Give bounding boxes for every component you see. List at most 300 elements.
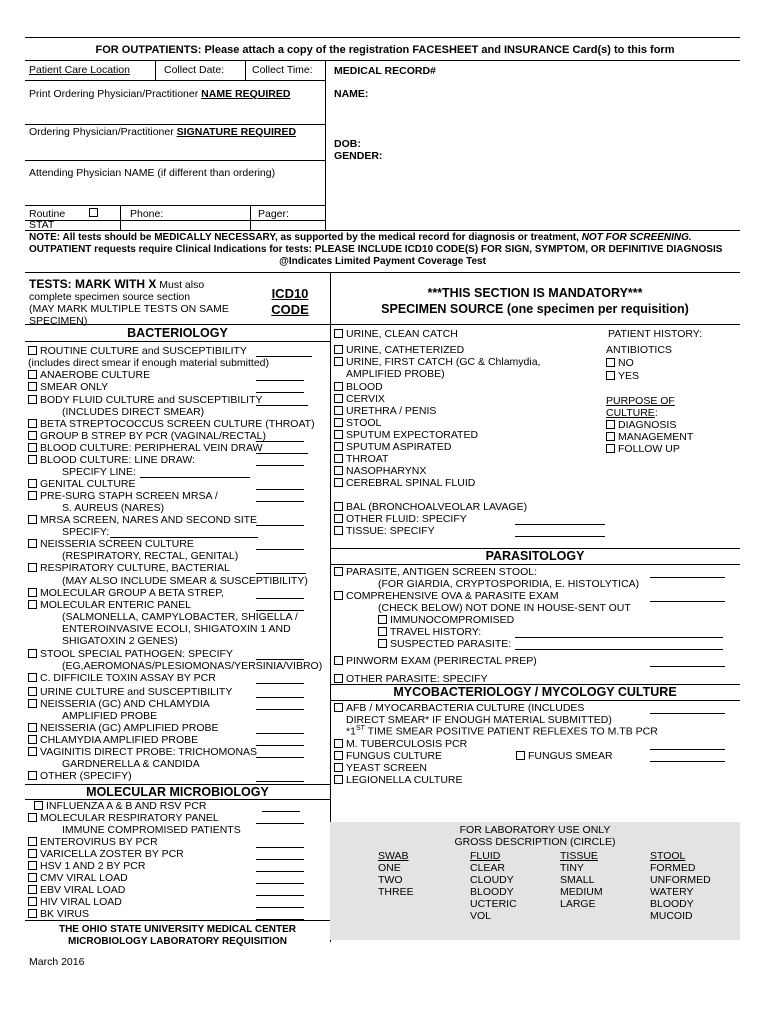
list-item-label: PRE-SURG STAPH SCREEN MRSA /: [40, 490, 218, 502]
icd10-code-line[interactable]: [256, 525, 304, 526]
list-item[interactable]: [334, 702, 584, 714]
list-item: [62, 575, 308, 587]
checkbox-icon[interactable]: [378, 639, 387, 648]
molecular-header: MOLECULAR MICROBIOLOGY: [86, 785, 269, 799]
rule: [25, 80, 325, 81]
checkbox-icon[interactable]: [28, 370, 37, 379]
lab-use-box: [330, 822, 740, 940]
list-item[interactable]: [28, 770, 132, 782]
tests-line-3: (MAY MARK MULTIPLE TESTS ON SAME: [29, 303, 229, 315]
checkbox-icon[interactable]: [334, 466, 343, 475]
checkbox-icon[interactable]: [28, 897, 37, 906]
list-item-label: MOLECULAR RESPIRATORY PANEL: [40, 812, 219, 824]
list-item-label: BETA STREPTOCOCCUS SCREEN CULTURE (THROAT): [40, 418, 315, 430]
list-item-label: OTHER (SPECIFY): [40, 770, 132, 782]
checkbox-icon[interactable]: [334, 357, 343, 366]
checkbox-icon[interactable]: [28, 885, 37, 894]
checkbox-icon[interactable]: [334, 703, 343, 712]
list-item-label: BLOOD CULTURE: LINE DRAW:: [40, 454, 195, 466]
list-item-label: GARDNERELLA & CANDIDA: [62, 758, 200, 770]
lab-stool-option[interactable]: UNFORMED: [650, 874, 711, 886]
list-item-label: (EG,AEROMONAS/PLESIOMONAS/YERSINIA/VIBRO): [62, 660, 323, 672]
checkbox-icon[interactable]: [378, 615, 387, 624]
icd10-code-line[interactable]: [256, 453, 308, 454]
checkbox-icon[interactable]: [28, 419, 37, 428]
list-item-label: (MAY ALSO INCLUDE SMEAR & SUSCEPTIBILITY): [62, 575, 308, 587]
icd10-code-line[interactable]: [256, 781, 304, 782]
code-label: CODE: [271, 302, 309, 317]
rule: [25, 205, 325, 206]
list-item-label: ENTEROVIRUS BY PCR: [40, 836, 158, 848]
note-line-2: OUTPATIENT requests require Clinical Indications for tests: PLEASE INCLUDE ICD10 CODE(S) FOR SIGN, SYMPTOM, OR DEFINITIVE DIAGNOSIS: [29, 244, 723, 255]
purpose-management[interactable]: [606, 431, 693, 443]
list-item[interactable]: [334, 356, 540, 368]
list-item-label: CERVIX: [346, 393, 385, 405]
list-item[interactable]: [28, 746, 257, 758]
routine-checkbox-icon[interactable]: [89, 208, 98, 217]
checkbox-icon[interactable]: [334, 406, 343, 415]
checkbox-icon[interactable]: [606, 358, 615, 367]
checkbox-icon[interactable]: [28, 873, 37, 882]
list-item[interactable]: [334, 762, 427, 774]
list-item[interactable]: [28, 860, 145, 872]
list-item: [62, 502, 164, 514]
checkbox-icon[interactable]: [28, 813, 37, 822]
list-item[interactable]: [28, 599, 191, 611]
list-item-label: URINE, FIRST CATCH (GC & Chlamydia,: [346, 356, 541, 368]
checkbox-icon[interactable]: [334, 502, 343, 511]
icd10-code-line[interactable]: [256, 709, 304, 710]
checkbox-icon[interactable]: [334, 345, 343, 354]
list-item-label: SPUTUM ASPIRATED: [346, 441, 452, 453]
list-item-label: SPUTUM EXPECTORATED: [346, 429, 479, 441]
list-item[interactable]: [28, 394, 263, 406]
list-item[interactable]: [334, 590, 559, 602]
list-item: [28, 357, 269, 369]
tests-line-4: SPECIMEN): [29, 315, 88, 327]
icd10-code-line[interactable]: [650, 761, 725, 762]
list-item-label: COMPREHENSIVE OVA & PARASITE EXAM: [346, 590, 559, 602]
icd10-code-line[interactable]: [256, 405, 308, 406]
checkbox-icon[interactable]: [28, 673, 37, 682]
list-item-label: BK VIRUS: [40, 908, 90, 920]
icd10-code-line[interactable]: [262, 811, 300, 812]
list-item-label: VARICELLA ZOSTER BY PCR: [40, 848, 184, 860]
icd10-code-line[interactable]: [256, 733, 304, 734]
lab-fluid-option: FLUID: [470, 850, 501, 862]
list-item-label: MOLECULAR GROUP A BETA STREP,: [40, 587, 224, 599]
checkbox-icon[interactable]: [28, 346, 37, 355]
icd10-code-line[interactable]: [256, 392, 304, 393]
list-item-label: NEISSERIA SCREEN CULTURE: [40, 538, 194, 550]
rule: [325, 60, 326, 230]
checkbox-icon[interactable]: [516, 751, 525, 760]
icd10-code-line[interactable]: [256, 859, 304, 860]
list-item-label: PARASITE, ANTIGEN SCREEN STOOL:: [346, 566, 537, 578]
note-line-1: [29, 232, 692, 243]
list-item[interactable]: [334, 405, 436, 417]
list-item[interactable]: [28, 454, 195, 466]
rule: [245, 60, 246, 80]
list-item: [378, 578, 639, 590]
icd10-code-line[interactable]: [650, 749, 725, 750]
lab-tissue-option[interactable]: SMALL: [560, 874, 595, 886]
list-item[interactable]: [28, 430, 266, 442]
list-item-label: NASOPHARYNX: [346, 465, 427, 477]
antibiotics-no[interactable]: [606, 357, 634, 369]
list-item: [378, 602, 631, 614]
management-label: MANAGEMENT: [618, 431, 694, 443]
list-item-label: THROAT: [346, 453, 389, 465]
list-item-label: OTHER FLUID: SPECIFY: [346, 513, 467, 525]
no-label: NO: [618, 357, 634, 369]
lab-swab-option[interactable]: TWO: [378, 874, 403, 886]
tests-title-text: TESTS: MARK WITH X: [29, 277, 157, 291]
checkbox-icon[interactable]: [28, 515, 37, 524]
checkbox-icon[interactable]: [28, 723, 37, 732]
top-note: FOR OUTPATIENTS: Please attach a copy of the registration FACESHEET and INSURANCE Card(s) to this form: [95, 44, 675, 56]
icd10-code-line[interactable]: [650, 713, 725, 714]
lab-swab-option[interactable]: THREE: [378, 886, 414, 898]
list-item-label: SPECIFY LINE:: [62, 466, 136, 478]
lab-swab-option[interactable]: ONE: [378, 862, 401, 874]
list-item[interactable]: [334, 453, 388, 465]
list-item[interactable]: [28, 345, 247, 357]
checkbox-icon[interactable]: [606, 444, 615, 453]
checkbox-icon[interactable]: [334, 514, 343, 523]
list-item-label: MRSA SCREEN, NARES AND SECOND SITE: [40, 514, 258, 526]
list-item-label: FUNGUS SMEAR: [528, 750, 613, 762]
dob-label: DOB:: [334, 138, 361, 150]
list-item[interactable]: [334, 477, 475, 489]
checkbox-icon[interactable]: [28, 395, 37, 404]
checkbox-icon[interactable]: [334, 382, 343, 391]
list-item-label: ANAEROBE CULTURE: [40, 369, 151, 381]
icd10-code-line[interactable]: [256, 489, 304, 490]
list-item[interactable]: [334, 429, 478, 441]
lab-fluid-option[interactable]: UCTERIC: [470, 898, 517, 910]
icd10-code-line[interactable]: [256, 907, 304, 908]
list-item-label: ROUTINE CULTURE and SUSCEPTIBILITY: [40, 345, 247, 357]
name-label: NAME:: [334, 88, 369, 100]
checkbox-icon[interactable]: [28, 909, 37, 918]
list-item[interactable]: [28, 514, 257, 526]
list-item-label: STOOL: [346, 417, 382, 429]
list-item-label: AMPLIFIED PROBE: [62, 710, 158, 722]
routine-label: Routine: [29, 208, 66, 220]
lab-fluid-option[interactable]: BLOODY: [470, 886, 514, 898]
checkbox-icon[interactable]: [28, 539, 37, 548]
checkbox-icon[interactable]: [334, 418, 343, 427]
checkbox-icon[interactable]: [378, 627, 387, 636]
icd10-code-line[interactable]: [256, 441, 304, 442]
checkbox-icon[interactable]: [334, 674, 343, 683]
icd10-code-line[interactable]: [256, 683, 304, 684]
icd10-code-line[interactable]: [256, 598, 304, 599]
icd10-code-line[interactable]: [515, 637, 723, 638]
checkbox-icon[interactable]: [334, 751, 343, 760]
rule: [155, 60, 156, 80]
icd10-code-line[interactable]: [256, 380, 304, 381]
icd10-code-line[interactable]: [256, 697, 304, 698]
list-item-label: URINE, CATHETERIZED: [346, 344, 465, 356]
myco-header: MYCOBACTERIOLOGY / MYCOLOGY CULTURE: [393, 685, 677, 699]
checkbox-icon[interactable]: [28, 649, 37, 658]
lab-stool-option[interactable]: MUCOID: [650, 910, 693, 922]
checkbox-icon[interactable]: [28, 687, 37, 696]
checkbox-icon[interactable]: [28, 771, 37, 780]
list-item[interactable]: [28, 418, 315, 430]
list-item-label: (FOR GIARDIA, CRYPTOSPORIDIA, E. HISTOLYTICA): [378, 578, 640, 590]
list-item: [62, 635, 178, 647]
icd10-code-line[interactable]: [140, 477, 250, 478]
checkbox-icon[interactable]: [334, 739, 343, 748]
diagnosis-label: DIAGNOSIS: [618, 419, 677, 431]
rule: [25, 324, 740, 325]
icd10-code-line[interactable]: [256, 757, 304, 758]
list-item-label: YEAST SCREEN: [346, 762, 427, 774]
list-item-label: BODY FLUID CULTURE and SUSCEPTIBILITY: [40, 394, 263, 406]
list-item-label: LEGIONELLA CULTURE: [346, 774, 463, 786]
list-item[interactable]: [334, 566, 537, 578]
list-item-label: STOOL SPECIAL PATHOGEN: SPECIFY: [40, 648, 233, 660]
list-item[interactable]: [28, 698, 210, 710]
list-item[interactable]: [378, 638, 511, 650]
signature-label: [29, 126, 296, 138]
list-item[interactable]: [334, 344, 464, 356]
icd10-code-line[interactable]: [256, 883, 304, 884]
checkbox-icon[interactable]: [334, 329, 343, 338]
lab-stool-option: STOOL: [650, 850, 686, 862]
rule: [25, 341, 330, 342]
list-item[interactable]: [28, 908, 89, 920]
list-item-label: TIME SMEAR POSITIVE PATIENT REFLEXES TO M.TB PCR: [364, 725, 658, 738]
list-item-label: RESPIRATORY CULTURE, BACTERIAL: [40, 562, 230, 574]
icd10-code-line[interactable]: [650, 666, 725, 667]
checkbox-icon[interactable]: [334, 526, 343, 535]
list-item[interactable]: [334, 501, 527, 513]
list-item[interactable]: [378, 614, 514, 626]
icd10-code-line[interactable]: [256, 501, 304, 502]
lab-fluid-option[interactable]: VOL: [470, 910, 492, 922]
icd10-code-line[interactable]: [256, 847, 304, 848]
list-item[interactable]: [28, 884, 125, 896]
list-item[interactable]: [334, 417, 381, 429]
list-item[interactable]: [378, 626, 481, 638]
list-item[interactable]: [28, 381, 108, 393]
list-item[interactable]: [334, 525, 435, 537]
rule: [25, 124, 325, 125]
list-item[interactable]: [334, 393, 385, 405]
antibiotics-label: ANTIBIOTICS: [606, 344, 672, 356]
list-item[interactable]: [334, 738, 467, 750]
patient-history-title: PATIENT HISTORY:: [608, 328, 703, 340]
checkbox-icon[interactable]: [28, 455, 37, 464]
checkbox-icon[interactable]: [28, 747, 37, 756]
rule: [25, 160, 325, 161]
icd10-code-line[interactable]: [256, 895, 304, 896]
icd10-code-line[interactable]: [256, 745, 304, 746]
list-item-label: TRAVEL HISTORY:: [390, 626, 482, 638]
list-item-label: IMMUNOCOMPROMISED: [390, 614, 515, 626]
patient-care-location-label: Patient Care Location: [29, 64, 130, 76]
list-item[interactable]: [28, 812, 219, 824]
checkbox-icon[interactable]: [334, 775, 343, 784]
list-item-label: BLOOD: [346, 381, 383, 393]
checkbox-icon[interactable]: [334, 442, 343, 451]
purpose-follow-up[interactable]: [606, 443, 680, 455]
list-item[interactable]: [28, 442, 262, 454]
lab-tissue-option[interactable]: MEDIUM: [560, 886, 603, 898]
checkbox-icon[interactable]: [334, 656, 343, 665]
list-item-label: SUSPECTED PARASITE:: [390, 638, 512, 650]
mandatory-subtitle: SPECIMEN SOURCE (one specimen per requisition): [381, 302, 689, 316]
must-also: Must also: [156, 279, 205, 291]
checkbox-icon[interactable]: [28, 431, 37, 440]
list-item-label: NEISSERIA (GC) AMPLIFIED PROBE: [40, 722, 219, 734]
icd10-code-line[interactable]: [256, 823, 304, 824]
checkbox-icon[interactable]: [28, 600, 37, 609]
rule: [25, 230, 740, 231]
list-item-label: OTHER PARASITE: SPECIFY: [346, 673, 488, 685]
list-item-label: GENITAL CULTURE: [40, 478, 136, 490]
checkbox-icon[interactable]: [334, 394, 343, 403]
rule: [25, 60, 740, 61]
lab-fluid-option[interactable]: CLEAR: [470, 862, 506, 874]
list-item[interactable]: [28, 562, 230, 574]
list-item[interactable]: [28, 896, 122, 908]
checkbox-icon[interactable]: [334, 591, 343, 600]
list-item[interactable]: [28, 722, 219, 734]
checkbox-icon[interactable]: [28, 699, 37, 708]
checkbox-icon[interactable]: [28, 588, 37, 597]
attending-label: Attending Physician NAME (if different than ordering): [29, 167, 276, 179]
purpose-label-1: PURPOSE OF: [606, 395, 675, 407]
checkbox-icon[interactable]: [28, 479, 37, 488]
list-item[interactable]: [334, 655, 537, 667]
checkbox-icon[interactable]: [334, 454, 343, 463]
name-required: NAME REQUIRED: [201, 88, 291, 100]
checkbox-icon[interactable]: [28, 735, 37, 744]
rule: [330, 564, 740, 565]
list-item[interactable]: [28, 672, 216, 684]
list-item[interactable]: [28, 872, 128, 884]
list-item[interactable]: [28, 836, 158, 848]
lab-tissue-option[interactable]: LARGE: [560, 898, 596, 910]
pager-label: Pager:: [258, 208, 289, 220]
purpose-diagnosis[interactable]: [606, 419, 676, 431]
icd10-code-line[interactable]: [515, 536, 605, 537]
list-item[interactable]: [28, 734, 198, 746]
icd10-code-line[interactable]: [515, 524, 605, 525]
list-item-label: FUNGUS CULTURE: [346, 750, 443, 762]
list-item[interactable]: [516, 750, 613, 762]
list-item[interactable]: [334, 328, 458, 340]
list-item-label: DIRECT SMEAR* IF ENOUGH MATERIAL SUBMITTED): [346, 714, 612, 726]
print-physician-text: Print Ordering Physician/Practitioner: [29, 88, 202, 100]
icd10-code-line[interactable]: [256, 871, 304, 872]
icd10-code-line[interactable]: [515, 649, 723, 650]
list-item[interactable]: [334, 465, 426, 477]
checkbox-icon[interactable]: [28, 491, 37, 500]
list-item[interactable]: [28, 478, 135, 490]
checkbox-icon[interactable]: [606, 420, 615, 429]
list-item-label: (INCLUDES DIRECT SMEAR): [62, 406, 205, 418]
list-item[interactable]: [28, 848, 184, 860]
list-item: [346, 368, 445, 380]
follow-up-label: FOLLOW UP: [618, 443, 680, 455]
list-item-label: HIV VIRAL LOAD: [40, 896, 122, 908]
antibiotics-yes[interactable]: [606, 370, 639, 382]
print-physician-label: [29, 88, 290, 100]
list-item[interactable]: [334, 513, 467, 525]
checkbox-icon[interactable]: [28, 443, 37, 452]
lab-stool-option[interactable]: FORMED: [650, 862, 696, 874]
checkbox-icon[interactable]: [28, 861, 37, 870]
checkbox-icon[interactable]: [34, 801, 43, 810]
list-item[interactable]: [28, 587, 224, 599]
lab-tissue-option[interactable]: TINY: [560, 862, 584, 874]
lab-swab-option: SWAB: [378, 850, 409, 862]
checkbox-icon[interactable]: [606, 432, 615, 441]
checkbox-icon[interactable]: [28, 837, 37, 846]
list-item[interactable]: [28, 369, 150, 381]
list-item[interactable]: [334, 381, 383, 393]
list-item-label: (RESPIRATORY, RECTAL, GENITAL): [62, 550, 239, 562]
list-item-label: ENTEROINVASIVE ECOLI, SHIGATOXIN 1 AND: [62, 623, 291, 635]
mandatory-title: ***THIS SECTION IS MANDATORY***: [427, 286, 643, 300]
list-item[interactable]: [334, 750, 442, 762]
checkbox-icon[interactable]: [28, 849, 37, 858]
tests-title: [29, 277, 204, 291]
icd10-code-line[interactable]: [256, 549, 304, 550]
parasitology-header: PARASITOLOGY: [485, 549, 585, 563]
note-italic: NOT FOR SCREENING.: [581, 232, 692, 243]
org-line-1: THE OHIO STATE UNIVERSITY MEDICAL CENTER: [58, 924, 297, 935]
list-item[interactable]: [34, 800, 206, 812]
phone-label: Phone:: [130, 208, 164, 220]
list-item[interactable]: [28, 648, 233, 660]
icd10-code-line[interactable]: [256, 465, 304, 466]
checkbox-icon[interactable]: [28, 563, 37, 572]
icd10-code-line[interactable]: [256, 573, 306, 574]
checkbox-icon[interactable]: [334, 478, 343, 487]
list-item[interactable]: [334, 774, 463, 786]
icd10-code-line[interactable]: [650, 601, 725, 602]
icd10-label: ICD10: [271, 286, 309, 301]
org-line-2: MICROBIOLOGY LABORATORY REQUISITION: [68, 936, 287, 947]
checkbox-icon[interactable]: [606, 371, 615, 380]
rule: [120, 205, 121, 230]
checkbox-icon[interactable]: [334, 763, 343, 772]
list-item-label: C. DIFFICILE TOXIN ASSAY BY PCR: [40, 672, 216, 684]
lab-stool-option[interactable]: WATERY: [650, 886, 694, 898]
list-item-label: EBV VIRAL LOAD: [40, 884, 126, 896]
lab-stool-option[interactable]: BLOODY: [650, 898, 694, 910]
list-item: [62, 710, 157, 722]
list-item[interactable]: [28, 686, 232, 698]
checkbox-icon[interactable]: [334, 430, 343, 439]
list-item-label: AFB / MYOCARBACTERIA CULTURE (INCLUDES: [346, 702, 585, 714]
list-item: [62, 660, 322, 672]
checkbox-icon[interactable]: [334, 567, 343, 576]
checkbox-icon[interactable]: [28, 382, 37, 391]
icd10-code-line[interactable]: [650, 577, 725, 578]
lab-fluid-option[interactable]: CLOUDY: [470, 874, 514, 886]
list-item[interactable]: [28, 490, 218, 502]
list-item[interactable]: [28, 538, 194, 550]
list-item[interactable]: [334, 441, 451, 453]
